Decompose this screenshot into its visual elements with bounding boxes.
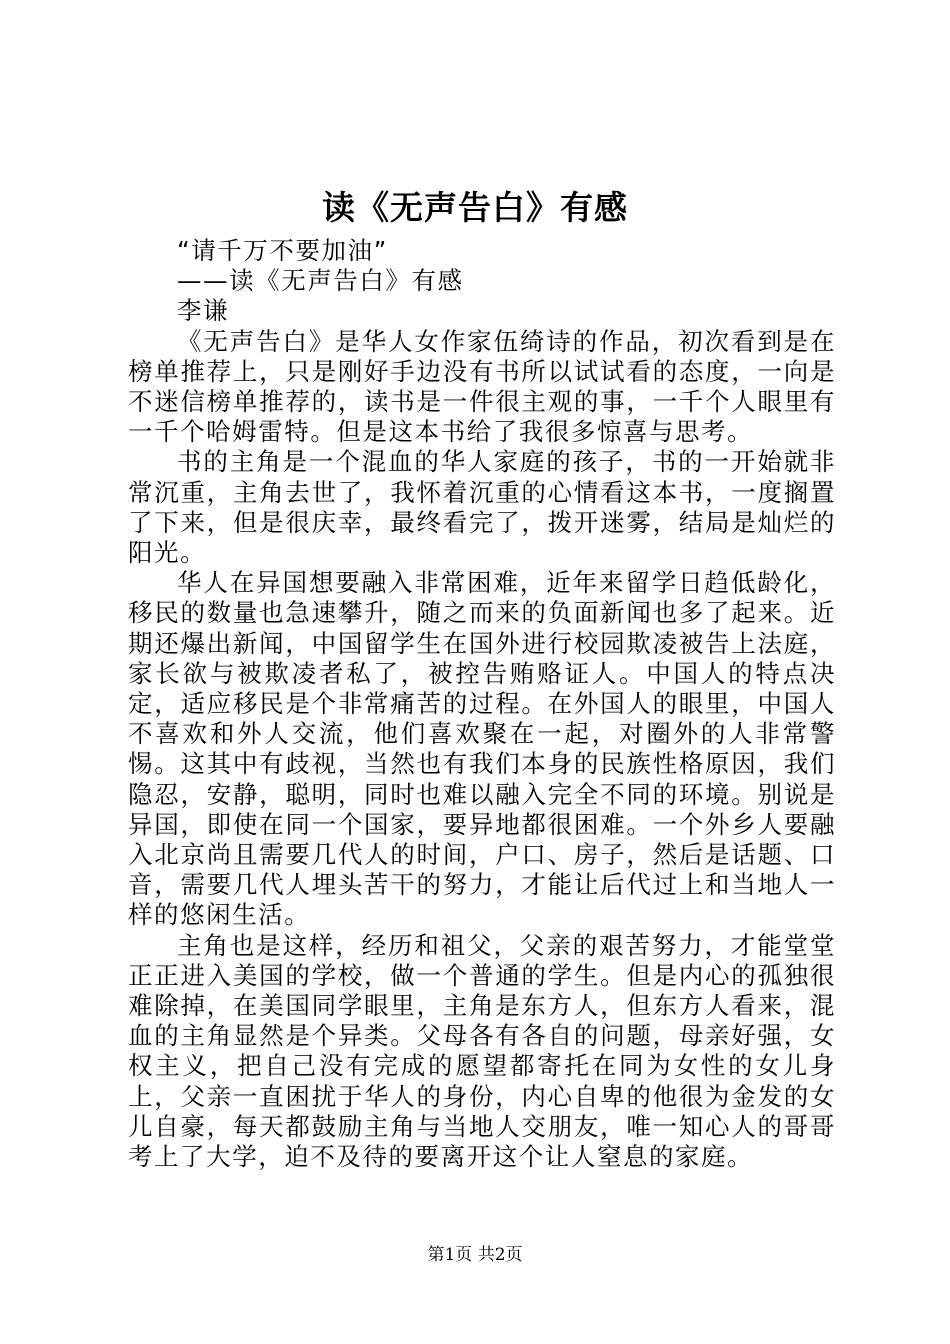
paragraph: 《无声告白》是华人女作家伍绮诗的作品，初次看到是在榜单推荐上，只是刚好手边没有书所以试试看的态度，一向是不迷信榜单推荐的，读书是一件很主观的事，一千个人眼里有一千个哈姆雷特。但是这本书给了我很多惊喜与思考。 [128,326,836,447]
author-name: 李谦 [177,296,230,326]
paragraph: 书的主角是一个混血的华人家庭的孩子，书的一开始就非常沉重，主角去世了，我怀着沉重的心情看这本书，一度搁置了下来，但是很庆幸，最终看完了，拨开迷雾，结局是灿烂的阳光。 [128,447,836,568]
paragraph: 主角也是这样，经历和祖父，父亲的艰苦努力，才能堂堂正正进入美国的学校，做一个普通的学生。但是内心的孤独很难除掉，在美国同学眼里，主角是东方人，但东方人看来，混血的主角显然是个异类。父母各有各自的问题，母亲好强，女权主义，把自己没有完成的愿望都寄托在同为女性的女儿身上，父亲一直困扰于华人的身份，内心自卑的他很为金发的女儿自豪，每天都鼓励主角与当地人交朋友，唯一知心人的哥哥考上了大学，迫不及待的要离开这个让人窒息的家庭。 [128,930,836,1172]
page-footer: 第1页 共2页 [427,1245,523,1265]
document-body [128,236,836,1172]
paragraph: 华人在异国想要融入非常困难，近年来留学日趋低龄化，移民的数量也急速攀升，随之而来的负面新闻也多了起来。近期还爆出新闻，中国留学生在国外进行校园欺凌被告上法庭，家长欲与被欺凌者私了，被控告贿赂证人。中国人的特点决定，适应移民是个非常痛苦的过程。在外国人的眼里，中国人不喜欢和外人交流，他们喜欢聚在一起，对圈外的人非常警惕。这其中有歧视，当然也有我们本身的民族性格原因，我们隐忍，安静，聪明，同时也难以融入完全不同的环境。别说是异国，即使在同一个国家，要异地都很困难。一个外乡人要融入北京尚且需要几代人的时间，户口、房子，然后是话题、口音，需要几代人埋头苦干的努力，才能让后代过上和当地人一样的悠闲生活。 [128,568,836,930]
subtitle: “请千万不要加油” [177,236,388,265]
document-title: 读《无声告白》有感 [322,188,628,227]
subtitle-note: ——读《无声告白》有感 [177,266,464,296]
